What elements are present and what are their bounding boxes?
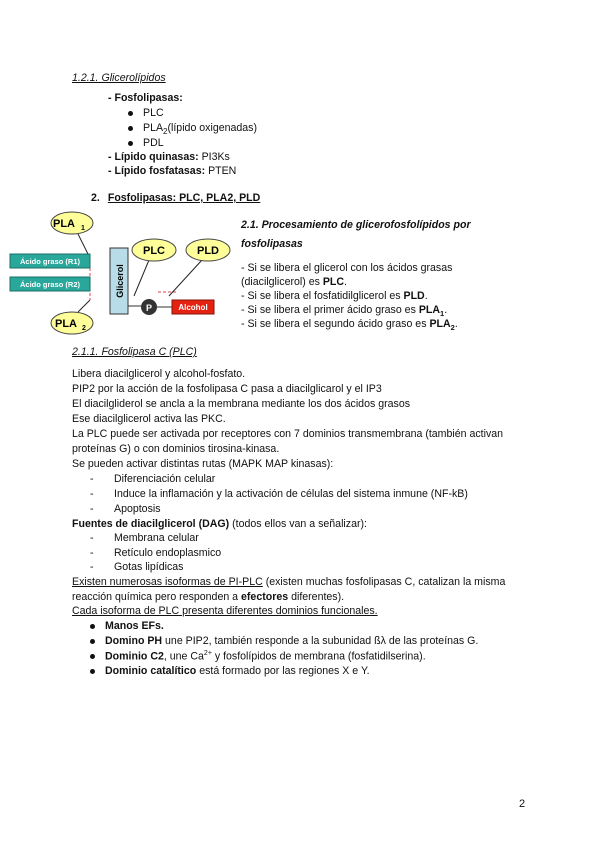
acid-r1-label: Ácido graso (R1) — [19, 257, 81, 266]
page-number: 2 — [519, 798, 526, 810]
arrow-pld — [169, 260, 202, 296]
list-item: $PLA_2(lípido$ oxigenadas) — [128, 122, 257, 136]
acid-r2-label: Ácido graso (R2) — [19, 280, 81, 289]
body-line: El diacilgliderol se ancla a la membrana mediante los dos ácidos grasos — [72, 398, 411, 410]
list-item: Manos EFs. — [90, 620, 164, 632]
list-item: - Apoptosis — [90, 503, 161, 515]
pla2-sub: 2 — [82, 325, 86, 332]
line-21-5: - Si se libera el segundo ácido graso es $PLA_2$. — [241, 318, 458, 333]
list-item: - Diferenciación celular — [90, 473, 216, 485]
section-heading-211: 2.1.1. Fosfolipasa C (PLC) — [72, 346, 197, 358]
phosphate-label: P — [145, 303, 153, 313]
body-line: Libera diacilglicerol y alcohol-fosfato. — [72, 368, 246, 380]
alcohol-label: Alcohol — [178, 303, 208, 312]
list-item: PLC — [128, 107, 164, 119]
pla1-label: PLA — [53, 218, 75, 230]
list-item: PDL — [128, 137, 164, 149]
phospholipase-diagram — [6, 208, 238, 338]
list-item: - Membrana celular — [90, 532, 199, 544]
lipido-fosfatasas: - Lípido fosfatasas: PTEN — [108, 165, 237, 177]
glicerol-label: Glicerol — [115, 264, 125, 298]
isoformas-line2: reacción química pero responden a efectores diferentes). — [72, 591, 345, 603]
arrow-pla2 — [78, 300, 90, 312]
lipido-quinasas: - Lípido quinasas: PI3Ks — [108, 151, 230, 163]
line-21-1: - Si se libera el glicerol con los ácidos grasas — [241, 262, 453, 274]
list-item: Domino PH une PIP2, también responde a la subunidad ßλ de las proteínas G. — [90, 635, 478, 647]
fosfolipasas-label: - Fosfolipasas: — [108, 92, 183, 104]
line-21-3: - Si se libera el fosfatidilglicerol es PLD. — [241, 290, 428, 302]
section-heading-21: 2.1. Procesamiento de glicerofosfolípidos por — [241, 219, 471, 231]
body-line: PIP2 por la acción de la fosfolipasa C pasa a diacilglicarol y el IP3 — [72, 383, 382, 395]
pla2-label: PLA — [55, 318, 77, 330]
pld-label: PLD — [197, 245, 219, 257]
list-item: Dominio C2, une $Ca^{2+}$ y fosfolípidos de membrana (fosfatidilserina). — [90, 650, 426, 663]
line-21-4: - Si se libera el primer ácido graso es $PLA_1$. — [241, 304, 448, 319]
pla1-sub: 1 — [81, 225, 85, 232]
isoformas-line1: Existen numerosas isoformas de PI-PLC (existen muchas fosfolipasas C, catalizan la misma — [72, 576, 506, 588]
list-item: - Retículo endoplasmico — [90, 547, 222, 559]
line-21-2: (diacilglicerol) es PLC. — [241, 276, 347, 288]
section-heading-121: 1.2.1. Glicerolípidos — [72, 72, 166, 84]
body-line: Ese diacilglicerol activa las PKC. — [72, 413, 226, 425]
list-item: - Induce la inflamación y la activación de células del sistema inmune (NF-kB) — [90, 488, 468, 500]
section-heading-2: 2. Fosfolipasas: PLC, PLA2, PLD — [91, 192, 261, 204]
arrow-plc — [134, 260, 149, 296]
list-item: Dominio catalítico está formado por las regiones X e Y. — [90, 665, 370, 677]
fuentes-heading: Fuentes de diacilglicerol (DAG) (todos ellos van a señalizar): — [72, 518, 367, 530]
list-item: - Gotas lipídicas — [90, 561, 184, 573]
plc-label: PLC — [143, 245, 165, 257]
section-heading-21-cont: fosfolipasas — [241, 238, 303, 250]
body-line: La PLC puede ser activada por receptores con 7 dominios transmembrana (también activan — [72, 428, 504, 440]
body-line: proteínas G) o con dominios tirosina-kinasa. — [72, 443, 280, 455]
cada-isoforma: Cada isoforma de PLC presenta diferentes dominios funcionales. — [72, 605, 378, 617]
body-line: Se pueden activar distintas rutas (MAPK MAP kinasas): — [72, 458, 334, 470]
